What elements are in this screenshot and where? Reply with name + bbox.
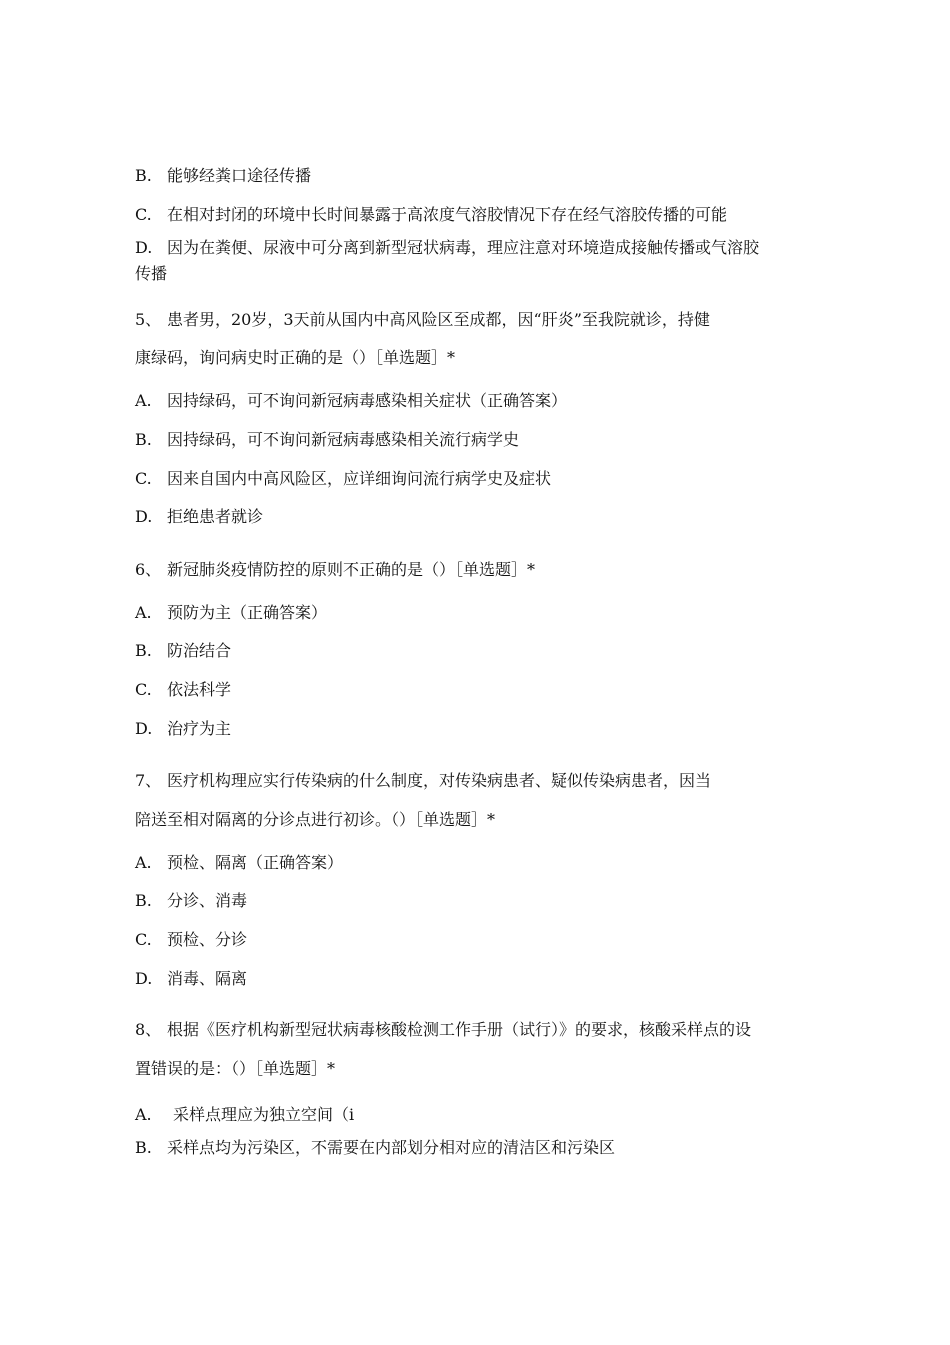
q5-option-c: [135, 469, 551, 489]
question-text: 医疗机构理应实行传染病的什么制度，对传染病患者、疑似传染病患者，因当: [167, 771, 712, 790]
q7-option-a: [135, 853, 343, 873]
option-text: 采样点理应为独立空间（i: [173, 1105, 355, 1124]
q6-option-b: [135, 641, 231, 661]
q8-question-line2: 置错误的是：（）［单选题］*: [135, 1059, 336, 1078]
q6-question-line1: [135, 560, 535, 580]
option-text: 拒绝患者就诊: [167, 507, 264, 526]
q5-question-line2: 康绿码，询问病史时正确的是（）［单选题］*: [135, 348, 456, 367]
option-text: 分诊、消毒: [167, 891, 248, 910]
option-text: 因持绿码，可不询问新冠病毒感染相关症状（正确答案）: [167, 391, 568, 410]
q8-option-a: [135, 1105, 354, 1125]
option-text: 治疗为主: [167, 719, 232, 738]
q5-question-line1: [135, 310, 710, 330]
option-text: 防治结合: [167, 641, 232, 660]
option-letter: A.: [135, 603, 152, 622]
option-letter: C.: [135, 680, 152, 699]
q7-option-c: [135, 930, 247, 950]
option-text: 因持绿码，可不询问新冠病毒感染相关流行病学史: [167, 430, 520, 449]
option-letter: D.: [135, 238, 153, 257]
option-letter: B.: [135, 166, 152, 185]
option-text: 因为在粪便、尿液中可分离到新型冠状病毒，理应注意对环境造成接触传播或气溶胶: [167, 238, 760, 257]
option-text: 预检、分诊: [167, 930, 248, 949]
q6-option-c: [135, 680, 231, 700]
q4-option-d-continuation: 传播: [135, 264, 168, 283]
question-number: 7、: [135, 771, 162, 790]
question-number: 8、: [135, 1020, 162, 1039]
question-number: 5、: [135, 310, 162, 329]
option-letter: D.: [135, 969, 153, 988]
question-text: 新冠肺炎疫情防控的原则不正确的是（）［单选题］*: [167, 560, 536, 579]
option-text: 因来自国内中高风险区，应详细询问流行病学史及症状: [167, 469, 552, 488]
q6-option-a: [135, 603, 327, 623]
option-letter: D.: [135, 507, 153, 526]
option-letter: B.: [135, 430, 152, 449]
q7-question-line1: [135, 771, 711, 791]
option-letter: C.: [135, 930, 152, 949]
option-letter: A.: [135, 391, 152, 410]
option-letter: D.: [135, 719, 153, 738]
option-text: 依法科学: [167, 680, 232, 699]
q5-option-d: [135, 507, 263, 527]
q5-option-b: [135, 430, 519, 450]
option-letter: C.: [135, 469, 152, 488]
option-text: 采样点均为污染区，不需要在内部划分相对应的清洁区和污染区: [167, 1138, 616, 1157]
q6-option-d: [135, 719, 231, 739]
option-text: 消毒、隔离: [167, 969, 248, 988]
question-text: 根据《医疗机构新型冠状病毒核酸检测工作手册（试行）》的要求，核酸采样点的设: [167, 1020, 752, 1039]
q4-option-c: [135, 205, 727, 225]
option-text: 预防为主（正确答案）: [167, 603, 328, 622]
option-letter: C.: [135, 205, 152, 224]
option-letter: B.: [135, 891, 152, 910]
q8-question-line1: [135, 1020, 751, 1040]
option-letter: A.: [135, 1105, 152, 1124]
question-text: 患者男，20岁，3天前从国内中高风险区至成都，因“肝炎”至我院就诊，持健: [167, 310, 710, 329]
q7-option-d: [135, 969, 247, 989]
q4-option-d: [135, 238, 759, 258]
option-text: 能够经粪口途径传播: [167, 166, 312, 185]
question-number: 6、: [135, 560, 162, 579]
option-letter: B.: [135, 1138, 152, 1157]
q5-option-a: [135, 391, 567, 411]
option-text: 预检、隔离（正确答案）: [167, 853, 344, 872]
q8-option-b: [135, 1138, 615, 1158]
q4-option-b: [135, 166, 311, 186]
option-letter: B.: [135, 641, 152, 660]
q7-question-line2: 陪送至相对隔离的分诊点进行初诊。（）［单选题］*: [135, 810, 496, 829]
option-letter: A.: [135, 853, 152, 872]
option-text: 在相对封闭的环境中长时间暴露于高浓度气溶胶情况下存在经气溶胶传播的可能: [167, 205, 728, 224]
q7-option-b: [135, 891, 247, 911]
